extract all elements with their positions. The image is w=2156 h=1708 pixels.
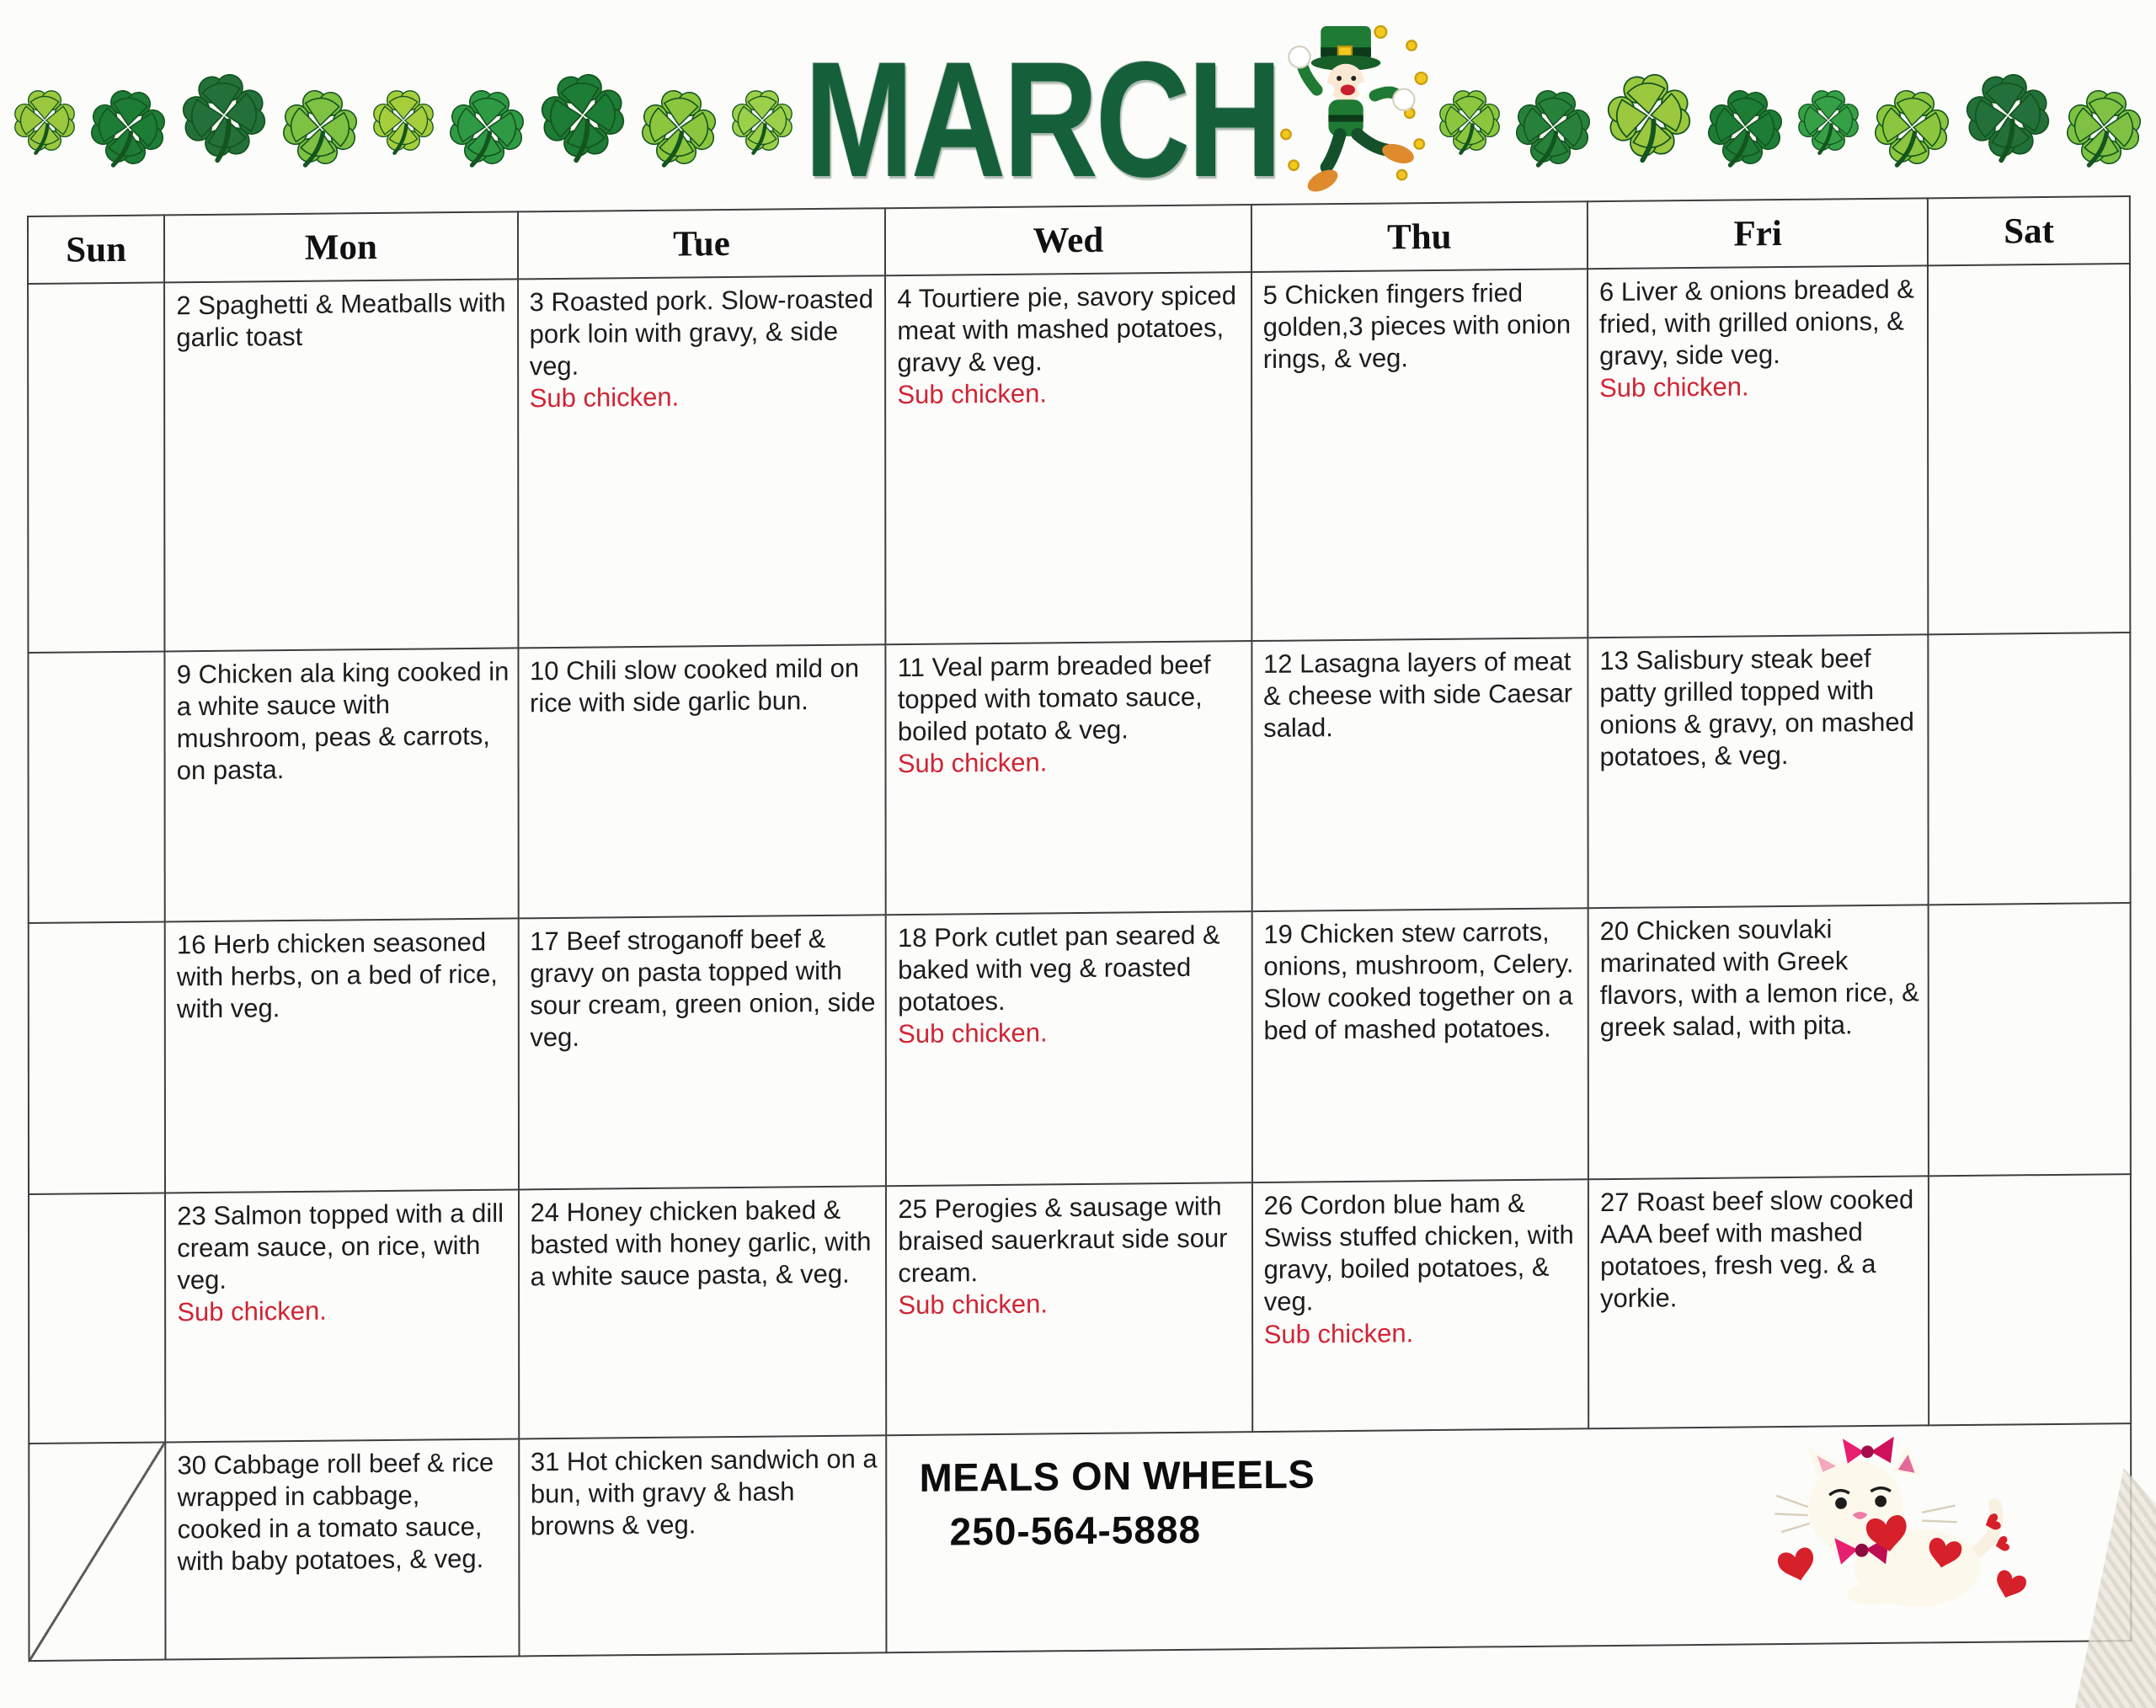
sub-chicken-note: Sub chicken. xyxy=(898,1017,1048,1049)
day-number: 5 xyxy=(1262,280,1285,310)
calendar-cell-day-4 xyxy=(885,272,1251,644)
calendar-cell-day-27 xyxy=(1588,1176,1929,1428)
sub-chicken-note: Sub chicken. xyxy=(177,1296,327,1327)
calendar-cell-day-13 xyxy=(1588,634,1929,908)
meal-description: 9 Chicken ala king cooked in a white sauce with mushroom, peas & carrots, on pasta. xyxy=(176,656,510,786)
day-number: 9 xyxy=(176,659,199,690)
calendar-cell-day-6 xyxy=(1588,265,1929,638)
month-title: MARCH xyxy=(804,28,1280,212)
calendar-cell-day-30 xyxy=(165,1438,519,1659)
calendar-cell-day-31 xyxy=(519,1435,887,1656)
day-header-wed: Wed xyxy=(885,205,1251,275)
footer-org-name: MEALS ON WHEELS xyxy=(919,1451,1315,1500)
sub-chicken-note: Sub chicken. xyxy=(1599,371,1749,403)
day-header-sat: Sat xyxy=(1928,196,2130,265)
day-number: 3 xyxy=(529,287,552,318)
shamrock-row-right xyxy=(1433,71,2148,170)
sub-chicken-note: Sub chicken. xyxy=(897,747,1048,779)
calendar-cell-day-9 xyxy=(165,648,519,921)
meal-description: 2 Spaghetti & Meatballs with garlic toast xyxy=(176,287,506,353)
day-number: 2 xyxy=(176,291,199,321)
shamrock-icon xyxy=(1593,60,1705,171)
calendar-cell-day-24 xyxy=(519,1186,887,1438)
meal-description: 12 Lasagna layers of meat & cheese with side Caesar salad. xyxy=(1263,646,1573,744)
day-number: 17 xyxy=(530,926,567,957)
empty-day-cell xyxy=(29,921,166,1194)
shamrock-icon xyxy=(527,60,638,171)
calendar-cell-day-3 xyxy=(518,275,886,648)
meal-description: 3 Roasted pork. Slow-roasted pork loin with gravy, & side veg. xyxy=(529,284,874,382)
empty-day-cell xyxy=(28,651,165,923)
day-header-mon: Mon xyxy=(164,211,517,282)
shamrock-icon xyxy=(438,78,536,176)
calendar-table xyxy=(27,195,2132,1662)
shamrock-icon xyxy=(2055,78,2153,176)
shamrock-icon xyxy=(271,78,369,176)
calendar-cell-day-20 xyxy=(1588,905,1929,1179)
day-number: 12 xyxy=(1263,649,1300,679)
shamrock-row-left xyxy=(8,71,799,170)
meal-description: 23 Salmon topped with a dill cream sauce, on rice, with veg. xyxy=(177,1198,504,1295)
shamrock-icon xyxy=(1433,83,1507,157)
calendar-week-1 xyxy=(28,264,2130,653)
shamrock-icon xyxy=(1696,78,1794,176)
sub-chicken-note: Sub chicken. xyxy=(897,378,1047,410)
shamrock-icon xyxy=(79,78,177,176)
calendar-cell-day-18 xyxy=(886,911,1252,1186)
day-number: 24 xyxy=(530,1197,567,1228)
empty-day-cell xyxy=(29,1193,165,1444)
shamrock-icon xyxy=(1504,78,1602,176)
shamrock-icon xyxy=(1791,83,1865,157)
day-number: 10 xyxy=(529,655,567,686)
calendar-cell-day-5 xyxy=(1251,269,1588,641)
empty-day-cell xyxy=(28,282,165,653)
meal-description: 11 Veal parm breaded beef topped with tomato sauce, boiled potato & veg. xyxy=(897,649,1211,747)
calendar-cell-day-23 xyxy=(165,1189,519,1442)
shamrock-icon xyxy=(1863,78,1961,176)
meal-description: 13 Salisbury steak beef patty grilled topped with onions & gravy, on mashed potatoes, & veg. xyxy=(1599,643,1914,772)
shamrock-icon xyxy=(630,78,728,176)
meal-description: 10 Chili slow cooked mild on rice with side garlic bun. xyxy=(529,653,860,718)
calendar-cell-day-25 xyxy=(886,1182,1252,1435)
meal-description: 26 Cordon blue ham & Swiss stuffed chicken, with gravy, boiled potatoes, & veg. xyxy=(1263,1188,1574,1317)
meals-on-wheels-cell xyxy=(887,1423,2132,1652)
day-number: 30 xyxy=(177,1449,214,1481)
banner xyxy=(0,24,2156,217)
kitten-hearts-illustration xyxy=(1759,1432,2041,1624)
day-header-thu: Thu xyxy=(1251,201,1588,272)
calendar-week-5 xyxy=(29,1423,2131,1661)
meal-description: 6 Liver & onions breaded & fried, with grilled onions, & gravy, side veg. xyxy=(1598,274,1914,371)
day-number: 18 xyxy=(898,922,935,953)
day-number: 27 xyxy=(1599,1187,1637,1218)
day-header-fri: Fri xyxy=(1588,198,1928,269)
calendar-cell-day-19 xyxy=(1251,908,1588,1182)
empty-day-cell xyxy=(1929,632,2131,905)
sub-chicken-note: Sub chicken. xyxy=(1263,1317,1414,1349)
day-number: 4 xyxy=(897,283,919,314)
calendar-week-4 xyxy=(29,1174,2131,1444)
meal-description: 20 Chicken souvlaki marinated with Greek flavors, with a lemon rice, & greek salad, with pita. xyxy=(1599,914,1919,1043)
empty-day-cell xyxy=(1929,903,2131,1176)
day-number: 16 xyxy=(176,929,214,960)
shamrock-icon xyxy=(168,60,280,171)
empty-day-cell xyxy=(1928,264,2130,634)
footer-phone: 250-564-5888 xyxy=(949,1507,1202,1554)
shamrock-icon xyxy=(8,83,82,157)
sub-chicken-note: Sub chicken. xyxy=(898,1289,1048,1321)
day-number: 26 xyxy=(1263,1190,1300,1220)
sub-chicken-note: Sub chicken. xyxy=(529,382,680,414)
meal-description: 18 Pork cutlet pan seared & baked with veg & roasted potatoes. xyxy=(898,920,1220,1017)
calendar-cell-day-17 xyxy=(518,915,886,1189)
calendar-cell-day-10 xyxy=(518,644,886,918)
calendar-cell-day-12 xyxy=(1251,638,1588,911)
empty-day-cell xyxy=(1929,1174,2131,1425)
calendar-week-2 xyxy=(28,632,2130,923)
day-number: 25 xyxy=(898,1193,935,1225)
meal-description: 5 Chicken fingers fried golden,3 pieces with onion rings, & veg. xyxy=(1262,277,1572,375)
calendar-week-3 xyxy=(29,903,2131,1194)
shamrock-icon xyxy=(725,83,799,157)
shamrock-icon xyxy=(366,83,440,157)
calendar-body xyxy=(28,264,2131,1661)
calendar-cell-day-11 xyxy=(886,641,1252,915)
meal-description: 17 Beef stroganoff beef & gravy on pasta topped with sour cream, green onion, side veg. xyxy=(530,923,876,1053)
calendar-cell-day-16 xyxy=(165,918,519,1193)
calendar-cell-day-2 xyxy=(164,279,518,651)
day-number: 13 xyxy=(1599,645,1636,676)
day-number: 19 xyxy=(1263,919,1300,949)
day-header-sun: Sun xyxy=(28,215,164,284)
day-number: 6 xyxy=(1598,276,1621,307)
empty-day-cell-slashed xyxy=(29,1442,165,1661)
calendar-sheet xyxy=(27,195,2132,1662)
meal-description: 30 Cabbage roll beef & rice wrapped in cabbage, cooked in a tomato sauce, with baby potatoes, & veg. xyxy=(177,1447,494,1577)
day-number: 11 xyxy=(897,652,932,683)
meal-description: 25 Perogies & sausage with braised sauerkraut side sour cream. xyxy=(898,1191,1228,1289)
month-title-wrap xyxy=(804,28,1305,212)
leprechaun-icon xyxy=(1267,20,1431,210)
meal-description: 19 Chicken stew carrots, onions, mushroom, Celery. Slow cooked together on a bed of mashed potatoes. xyxy=(1263,916,1574,1046)
calendar-cell-day-26 xyxy=(1252,1179,1589,1432)
meal-description: 24 Honey chicken baked & basted with honey garlic, with a white sauce pasta, & veg. xyxy=(530,1194,872,1292)
meal-description: 31 Hot chicken sandwich on a bun, with gravy & hash browns & veg. xyxy=(530,1444,878,1541)
day-number: 23 xyxy=(177,1200,214,1231)
day-header-tue: Tue xyxy=(518,208,886,279)
meal-description: 4 Tourtiere pie, savory spiced meat with mashed potatoes, gravy & veg. xyxy=(897,280,1237,378)
meal-description: 27 Roast beef slow cooked AAA beef with mashed potatoes, fresh veg. & a yorkie. xyxy=(1599,1184,1914,1314)
day-number: 20 xyxy=(1599,915,1636,947)
day-number: 31 xyxy=(530,1446,567,1477)
shamrock-icon xyxy=(1952,60,2063,171)
meal-description: 16 Herb chicken seasoned with herbs, on a bed of rice, with veg. xyxy=(176,926,498,1024)
